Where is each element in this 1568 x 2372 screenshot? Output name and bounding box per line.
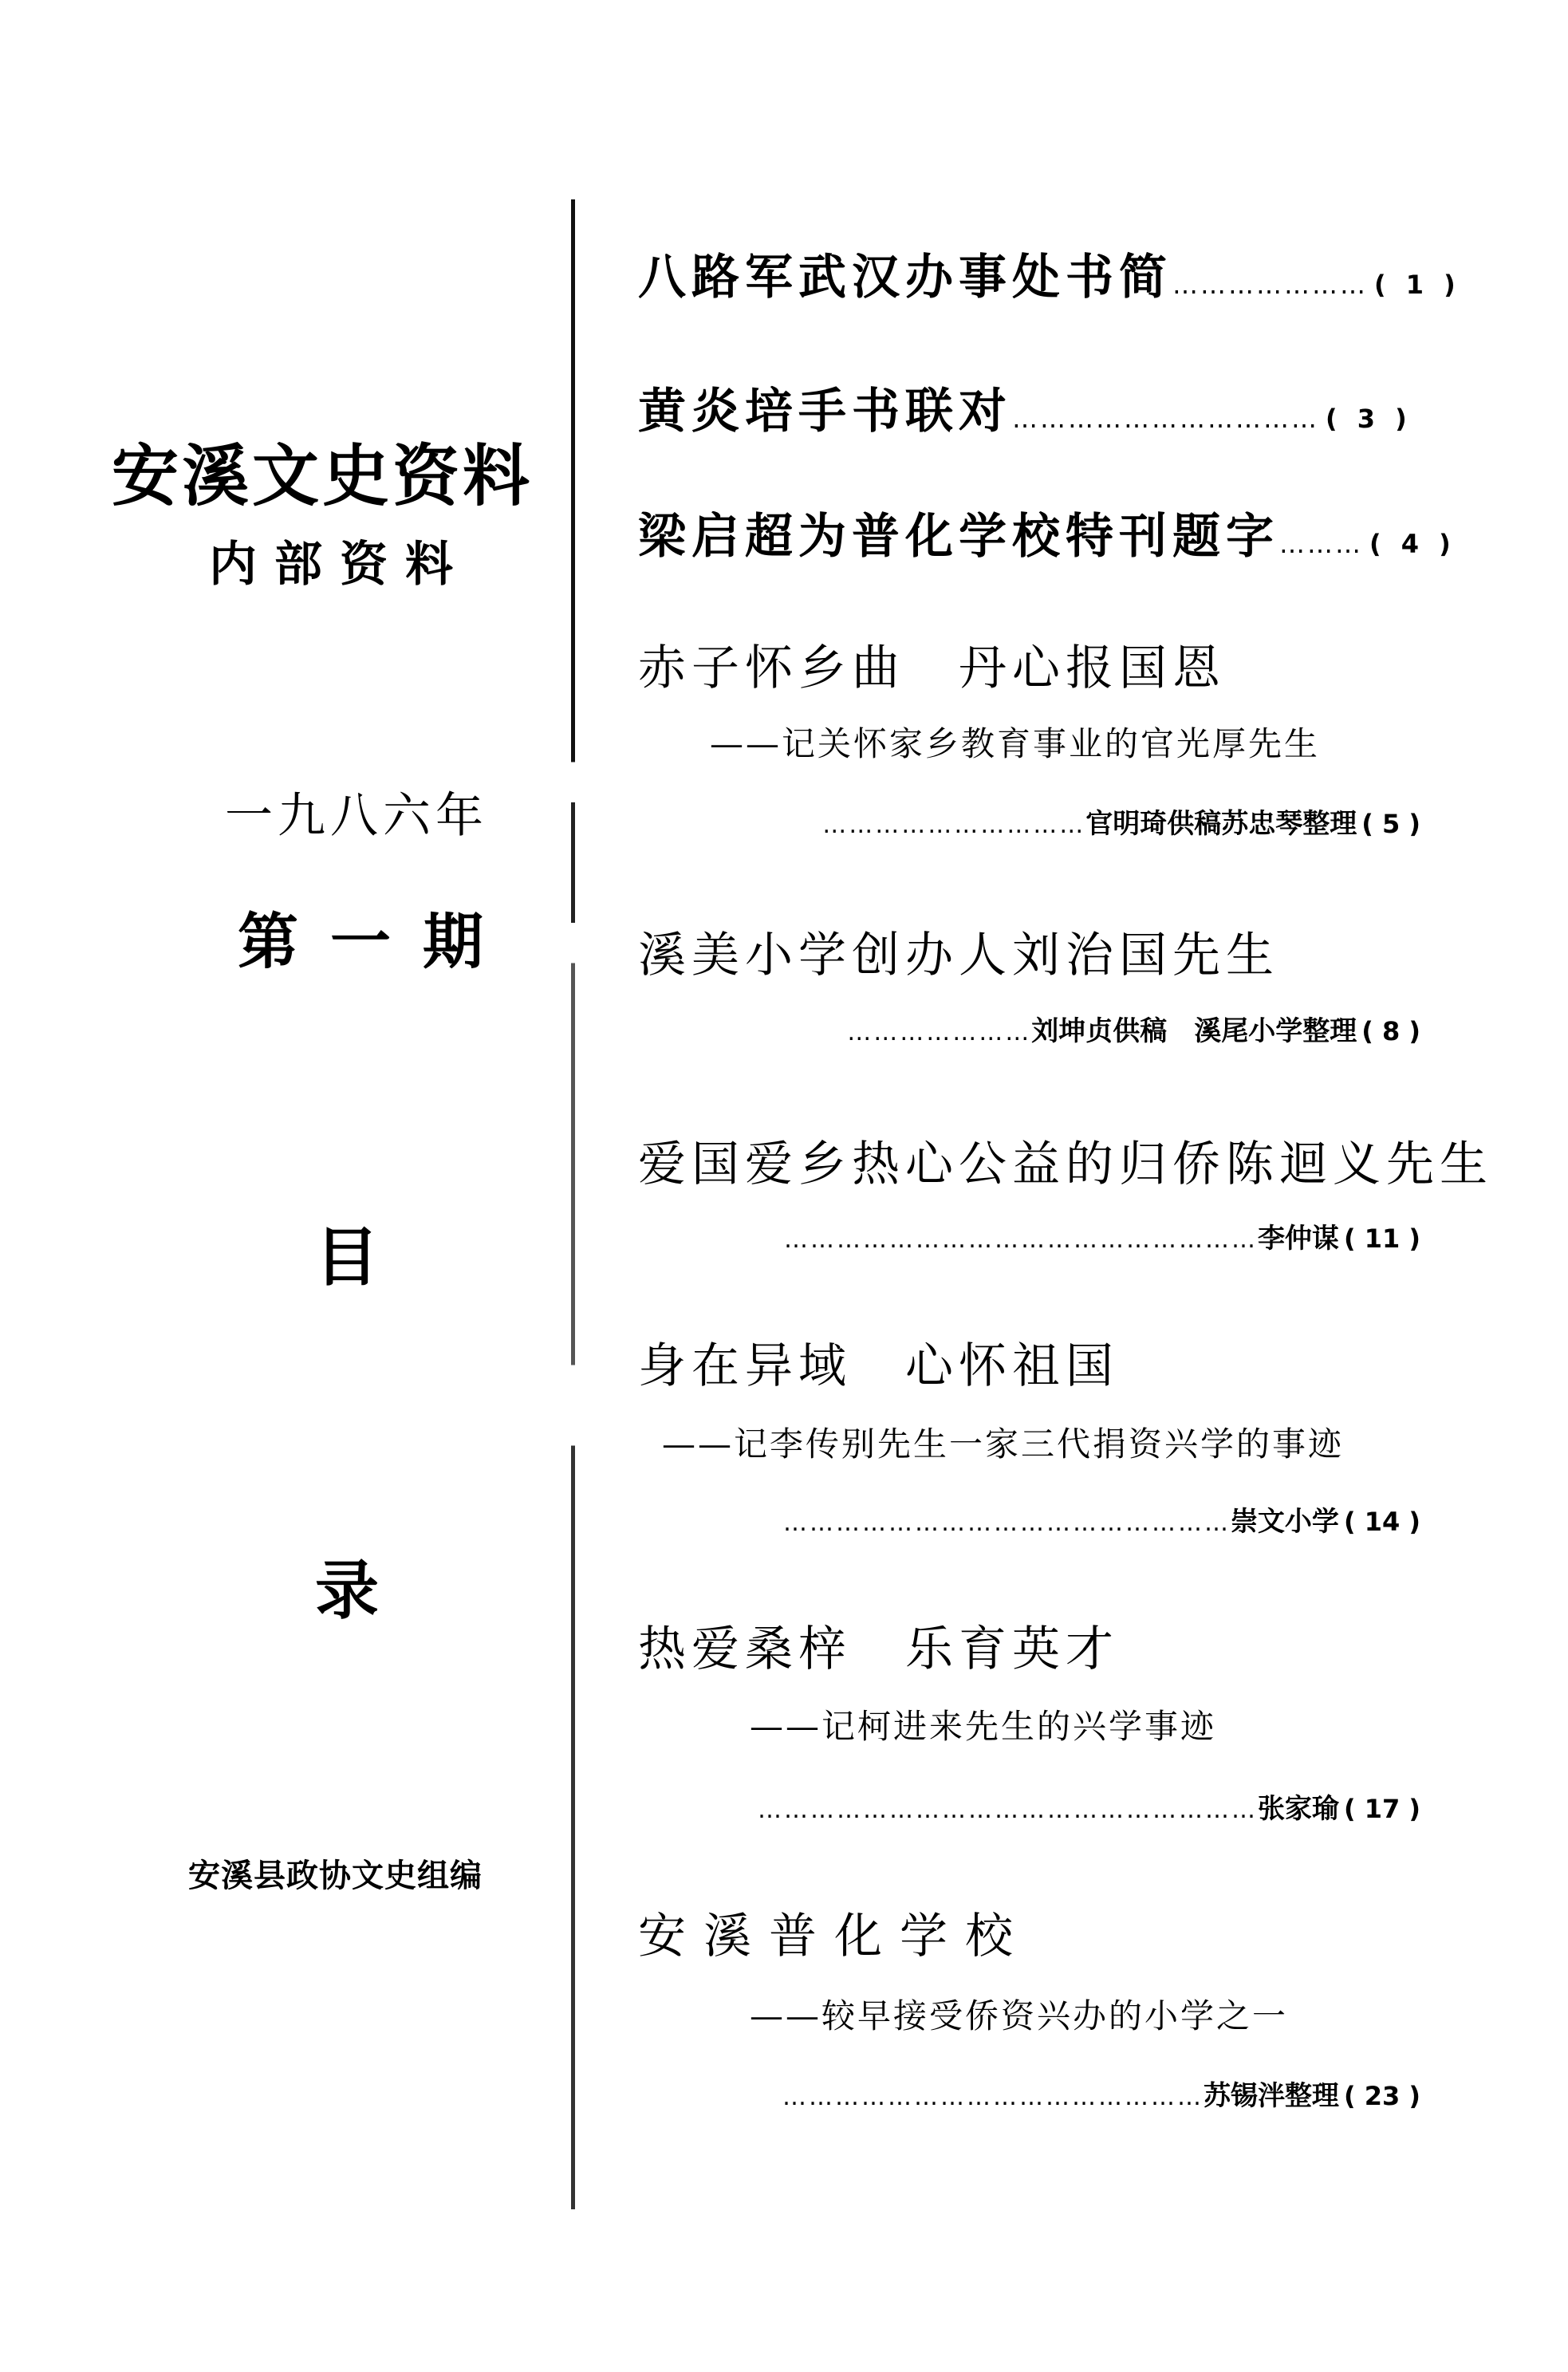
- toc-page-number: ( 17 ): [1343, 1794, 1420, 1824]
- toc-dots: ……………………………: [1012, 404, 1319, 434]
- toc-page-number: ( 1 ): [1374, 270, 1461, 300]
- toc-entry-title: 身在异域 心怀祖国: [638, 1338, 1119, 1394]
- contents-heading-char-2: 录: [315, 1554, 379, 1628]
- cover-panel: [0, 0, 566, 2372]
- toc-entry-author: 崇文小学: [1230, 1506, 1339, 1538]
- toc-entry-title: 爱国爱乡热心公益的归侨陈迴义先生: [638, 1137, 1493, 1192]
- toc-entry-author: 官明琦供稿苏忠琴整理: [1085, 808, 1357, 840]
- toc-entry-title: 梁启超为普化学校特刊题字……… ( 4 ): [638, 509, 1456, 565]
- toc-entry-author: 苏锡泮整理: [1203, 2080, 1339, 2112]
- toc-page-number: ( 4 ): [1369, 529, 1456, 559]
- toc-entry-author: 刘坤贞供稿 溪尾小学整理: [1031, 1015, 1357, 1047]
- toc-entry-title: 黄炎培手书联对…………………………… ( 3 ): [638, 384, 1412, 439]
- toc-page-number: ( 8 ): [1361, 1016, 1420, 1046]
- toc-entry-subtitle: ——记李传别先生一家三代捐资兴学的事迹: [662, 1424, 1345, 1464]
- toc-entry-subtitle: ——记柯进来先生的兴学事迹: [750, 1707, 1217, 1746]
- toc-entry-leader: [784, 1216, 1420, 1255]
- toc-page-number: ( 23 ): [1343, 2081, 1420, 2111]
- toc-entry-subtitle: ——记关怀家乡教育事业的官光厚先生: [710, 724, 1321, 763]
- toc-page-number: ( 5 ): [1361, 809, 1420, 839]
- toc-dots: …………………………: [822, 811, 1086, 839]
- publication-year: 一九八六年: [225, 788, 488, 844]
- toc-dots: …………………………………………: [782, 2083, 1204, 2111]
- toc-entry-title: 热爱桑梓 乐育英才: [638, 1621, 1119, 1677]
- series-subtitle: 内部资料: [209, 537, 471, 593]
- toc-entry-author: 张家瑜: [1257, 1793, 1339, 1825]
- contents-heading-char-1: 目: [315, 1220, 379, 1294]
- toc-page-number: ( 11 ): [1343, 1223, 1420, 1254]
- toc-dots: ……………………………………………: [782, 1509, 1231, 1537]
- toc-dots: ………: [1279, 529, 1363, 559]
- toc-entry-leader: [822, 802, 1420, 841]
- toc-entry-title: 赤子怀乡曲 丹心报国恩: [638, 640, 1226, 696]
- toc-dots: …………………: [1172, 270, 1368, 300]
- toc-entry-subtitle: ——较早接受侨资兴办的小学之一: [750, 1996, 1289, 2035]
- toc-dots: …………………………………………………: [757, 1796, 1258, 1824]
- toc-page-number: ( 14 ): [1343, 1507, 1420, 1537]
- toc-dots: ………………………………………………: [783, 1226, 1258, 1254]
- toc-entry-leader: [783, 1499, 1420, 1539]
- issue-number: 第一期: [238, 906, 515, 977]
- toc-entry-title: 溪美小学创办人刘治国先生: [638, 928, 1279, 983]
- toc-page-number: ( 3 ): [1326, 404, 1412, 434]
- toc-entry-leader: [758, 1787, 1420, 1826]
- series-title: 安溪文史资料: [112, 437, 534, 515]
- toc-entry-leader: [847, 1009, 1420, 1048]
- toc-dots: …………………: [847, 1019, 1032, 1046]
- column-divider: [571, 199, 575, 2209]
- toc-entry-title: 安溪普化学校: [638, 1909, 1030, 1964]
- editor-credit: 安溪县政协文史组编: [188, 1858, 483, 1894]
- toc-entry-author: 李仲谋: [1257, 1223, 1339, 1255]
- toc-entry-leader: [782, 2074, 1420, 2113]
- toc-entry-title: 八路军武汉办事处书简………………… ( 1 ): [638, 250, 1461, 305]
